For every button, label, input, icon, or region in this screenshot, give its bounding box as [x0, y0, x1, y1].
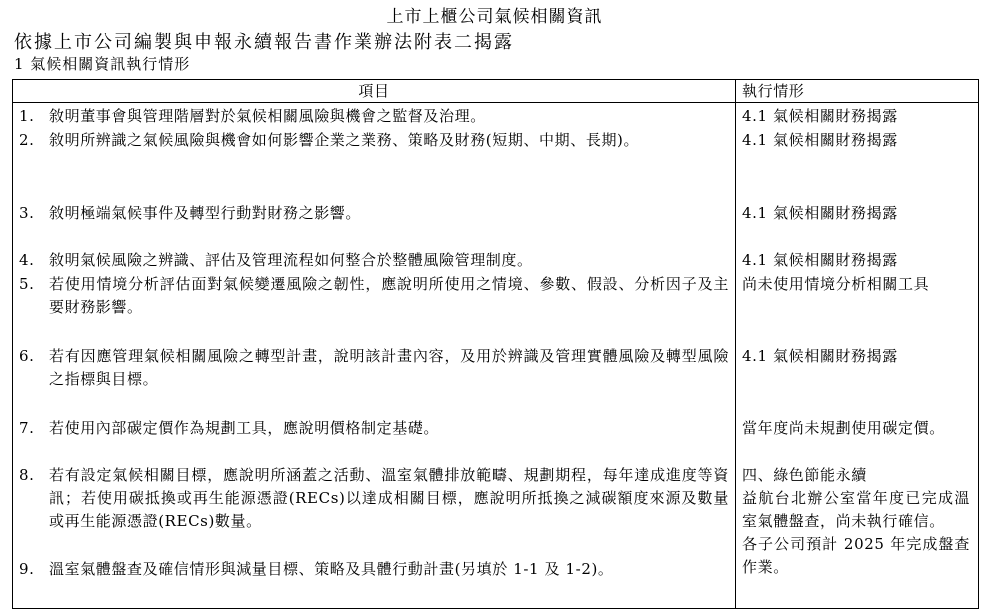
- item-number: 3.: [19, 204, 35, 222]
- status-text: 4.1 氣候相關財務揭露: [742, 204, 898, 222]
- table-row: [13, 202, 729, 225]
- item-number: 5.: [19, 275, 35, 293]
- item-text: 敘明極端氣候事件及轉型行動對財務之影響。: [49, 204, 362, 222]
- table-row: [13, 249, 729, 272]
- items-cell: [13, 103, 736, 609]
- item-number: 7.: [19, 419, 35, 437]
- item-number: 1.: [19, 107, 35, 125]
- table-body-row: [13, 103, 979, 609]
- item-number: 2.: [19, 131, 35, 149]
- item-text: 若有因應管理氣候相關風險之轉型計畫，說明該計畫內容，及用於辨識及管理實體風險及轉型風險之指標與目標。: [49, 347, 729, 388]
- status-text: 4.1 氣候相關財務揭露: [742, 347, 898, 365]
- header-item: 項目: [13, 80, 736, 103]
- status-text: 4.1 氣候相關財務揭露: [742, 251, 898, 269]
- item-text: 若有設定氣候相關目標，應說明所涵蓋之活動、溫室氣體排放範疇、規劃期程，每年達成進度等資訊；若使用碳抵換或再生能源憑證(RECs)以達成相關目標，應說明所抵換之減碳額度來源及數量或再生能源憑證(RECs)數量。: [49, 466, 729, 530]
- table-row: [13, 273, 729, 319]
- status-text: 當年度尚未規劃使用碳定價。: [742, 419, 945, 437]
- table-row: [13, 417, 729, 440]
- climate-info-table: [12, 79, 979, 609]
- item-text: 若使用情境分析評估面對氣候變遷風險之韌性，應說明所使用之情境、參數、假設、分析因子及主要財務影響。: [49, 275, 729, 316]
- item-text: 敘明所辨識之氣候風險與機會如何影響企業之業務、策略及財務(短期、中期、長期)。: [49, 131, 640, 149]
- document-title: 上市上櫃公司氣候相關資訊: [386, 7, 603, 27]
- header-status: 執行情形: [736, 80, 979, 103]
- status-cell: [736, 103, 979, 609]
- status-text: 四、綠色節能永續 益航台北辦公室當年度已完成溫室氣體盤查，尚未執行確信。 各子公司預計 2025 年完成盤查作業。: [742, 466, 970, 576]
- table-row: [13, 558, 729, 581]
- item-number: 6.: [19, 347, 35, 365]
- item-text: 若使用內部碳定價作為規劃工具，應說明價格制定基礎。: [49, 419, 440, 437]
- item-text: 溫室氣體盤查及確信情形與減量目標、策略及具體行動計畫(另填於 1-1 及 1-2)。: [49, 560, 614, 578]
- table-row: [13, 345, 729, 391]
- status-text: 4.1 氣候相關財務揭露: [742, 131, 898, 149]
- table-row: [13, 129, 729, 152]
- item-number: 8.: [19, 466, 35, 484]
- status-text: 尚未使用情境分析相關工具: [742, 275, 930, 293]
- item-text: 敘明氣候風險之辨識、評估及管理流程如何整合於整體風險管理制度。: [49, 251, 533, 269]
- table-row: [13, 464, 729, 533]
- table-header-row: [13, 80, 979, 103]
- item-text: 敘明董事會與管理階層對於氣候相關風險與機會之監督及治理。: [49, 107, 486, 125]
- section-heading: 1 氣候相關資訊執行情形: [14, 55, 191, 73]
- document-subtitle: 依據上市公司編製與申報永續報告書作業辦法附表二揭露: [14, 32, 514, 53]
- item-number: 9.: [19, 560, 35, 578]
- status-text: 4.1 氣候相關財務揭露: [742, 107, 898, 125]
- table-row: [13, 105, 729, 128]
- item-number: 4.: [19, 251, 35, 269]
